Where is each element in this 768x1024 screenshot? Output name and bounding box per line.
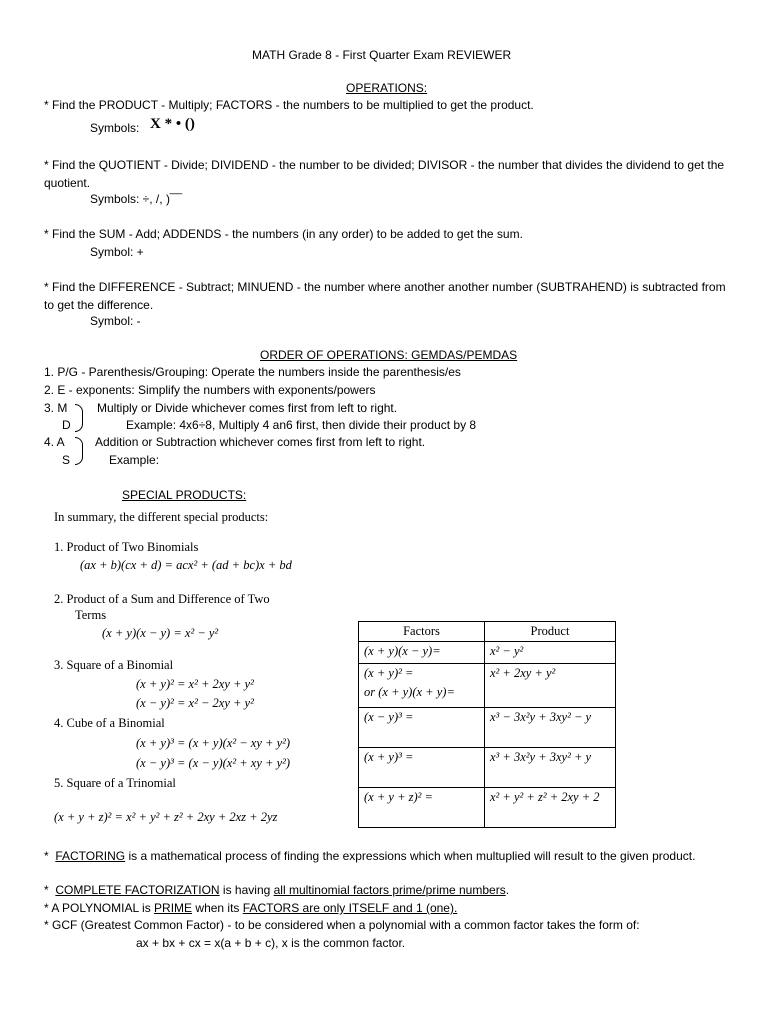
order-item-1: 1. P/G - Parenthesis/Grouping: Operate the numbers inside the parenthesis/es [44,365,461,379]
product-symbols: X * • () [150,116,195,132]
table-row [359,664,616,708]
complete-factorization-definition [44,883,509,897]
table-cell-factors [359,664,485,708]
special-product-4-equation-2: (x − y)³ = (x − y)(x² + xy + y²) [136,756,291,770]
brace-icon [75,437,83,465]
special-product-3-title: 3. Square of a Binomial [54,658,174,672]
special-product-3-equation-1: (x + y)² = x² + 2xy + y² [136,677,254,691]
table-row [359,708,616,748]
special-product-1-title: 1. Product of Two Binomials [54,540,199,554]
special-product-5-title: 5. Square of a Trinomial [54,776,176,790]
table-cell-factors-line1: (x + y + z)² = [364,790,433,804]
prime-rest: FACTORS are only ITSELF and 1 (one). [242,901,458,915]
special-product-2-title: 2. Product of a Sum and Difference of Two [54,592,270,606]
table-cell-factors-line1: (x + y)³ = [364,750,414,764]
complete-term: COMPLETE FACTORIZATION [55,883,220,897]
table-cell-factors-line1: (x − y)³ = [364,710,414,724]
table-cell-product: x³ + 3x²y + 3xy² + y [485,748,616,788]
order-item-3-text: Multiply or Divide whichever comes first from left to right. [97,401,398,415]
special-product-4-equation-1: (x + y)³ = (x + y)(x² − xy + y²) [136,736,291,750]
difference-symbol: Symbol: - [90,314,141,328]
order-item-3-d: D [62,418,71,432]
table-header-factors: Factors [359,622,485,642]
table-row [359,748,616,788]
table-cell-factors [359,748,485,788]
sum-line: * Find the SUM - Add; ADDENDS - the numbers (in any order) to be added to get the sum. [44,227,523,241]
table-cell-factors-line1: (x + y)(x − y)= [364,644,441,658]
complete-rest: all multinomial factors prime/prime numbers [273,883,506,897]
complete-mid: is having [219,883,274,897]
brace-icon [75,404,83,432]
table-header-product: Product [485,622,616,642]
prime-term: PRIME [154,901,193,915]
difference-line: * Find the DIFFERENCE - Subtract; MINUEND - the number where another another number (SUBTRAHEND) is subtracted from to get the difference. [44,280,726,312]
gcf-example: ax + bx + cx = x(a + b + c), x is the common factor. [136,936,406,950]
order-item-3-example: Example: 4x6÷8, Multiply 4 an6 first, then divide their product by 8 [126,418,477,432]
factoring-term: FACTORING [55,849,126,863]
table-row [359,788,616,828]
special-product-4-title: 4. Cube of a Binomial [54,716,165,730]
complete-end: . [505,883,510,897]
doc-title: MATH Grade 8 - First Quarter Exam REVIEWER [252,48,512,62]
prime-polynomial-definition [44,901,457,915]
complete-star: * [44,883,49,897]
special-product-5-equation: (x + y + z)² = x² + y² + z² + 2xy + 2xz + 2yz [54,810,278,824]
table-row [359,642,616,664]
prime-mid: when its [192,901,243,915]
operations-heading: OPERATIONS: [346,81,428,95]
special-product-1-equation: (ax + b)(cx + d) = acx² + (ad + bc)x + bd [80,558,292,572]
special-product-3-equation-2: (x − y)² = x² − 2xy + y² [136,696,254,710]
order-item-4-number: 4. A [44,435,65,449]
table-cell-product: x² + y² + z² + 2xy + 2 [485,788,616,828]
factoring-star: * [44,849,49,863]
table-cell-factors-line2: or (x + y)(x + y)= [364,685,455,699]
table-cell-factors [359,788,485,828]
order-heading: ORDER OF OPERATIONS: GEMDAS/PEMDAS [260,348,518,362]
table-header-row [359,622,616,642]
quotient-line: * Find the QUOTIENT - Divide; DIVIDEND - the number to be divided; DIVISOR - the number that divides the dividend to get the quotient. [44,158,725,190]
order-item-2: 2. E - exponents: Simplify the numbers with exponents/powers [44,383,376,397]
table-cell-product: x² − y² [485,642,616,664]
order-item-3-number: 3. M [44,401,68,415]
special-summary: In summary, the different special products: [54,510,269,524]
order-item-4-s: S [62,453,71,467]
table-cell-factors [359,708,485,748]
special-product-2-equation: (x + y)(x − y) = x² − y² [102,626,219,640]
order-item-4-text: Addition or Subtraction whichever comes first from left to right. [95,435,426,449]
table-cell-factors-line1: (x + y)² = [364,666,414,680]
factoring-text: is a mathematical process of finding the expressions which when multuplied will result to the given product. [125,849,696,863]
quotient-symbols: Symbols: ÷, /, )‾‾‾ [90,192,182,206]
gcf-definition: * GCF (Greatest Common Factor) - to be considered when a polynomial with a common factor takes the form of: [44,918,640,932]
factoring-definition [44,847,734,865]
special-product-2-title-line2: Terms [75,608,107,622]
order-item-4-example: Example: [109,453,160,467]
product-symbols-label: Symbols: [90,121,140,135]
prime-pre: * A POLYNOMIAL is [44,901,155,915]
special-products-table [358,621,616,828]
product-line: * Find the PRODUCT - Multiply; FACTORS - the numbers to be multiplied to get the product. [44,98,534,112]
table-cell-product: x³ − 3x²y + 3xy² − y [485,708,616,748]
table-cell-product: x² + 2xy + y² [485,664,616,708]
sum-symbol: Symbol: + [90,245,144,259]
table-cell-factors [359,642,485,664]
special-heading: SPECIAL PRODUCTS: [122,488,247,502]
